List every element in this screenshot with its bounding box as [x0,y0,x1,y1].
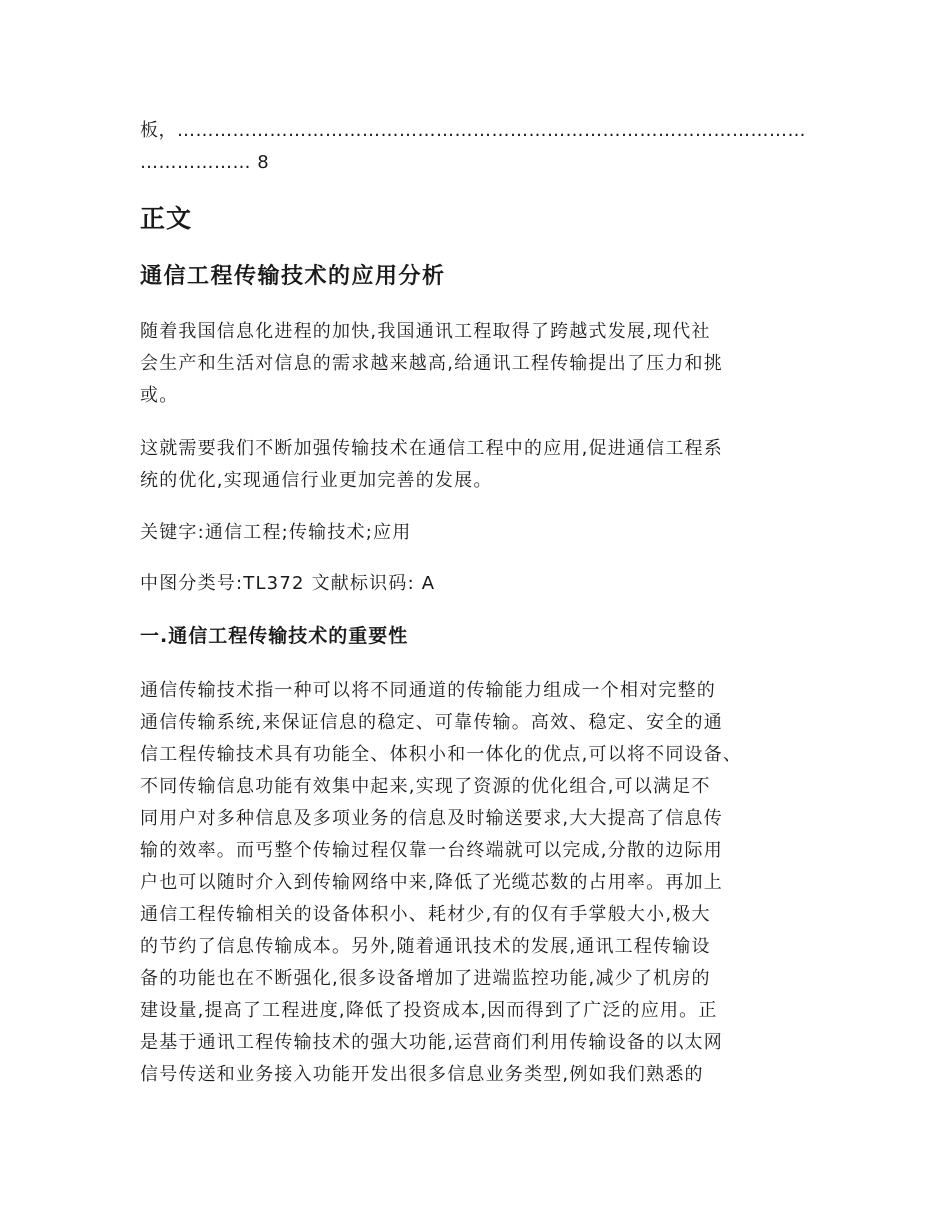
abstract-line: 随着我国信息化进程的加快,我国通讯工程取得了跨越式发展,现代社 [140,321,711,342]
body-line: 是基于通讯工程传输技术的强大功能,运营商们利用传输设备的以太网 [140,1032,723,1053]
body-line: 户也可以随时介入到传输网络中来,降低了光缆芯数的占用率。再加上 [140,872,723,893]
main-heading: 正文 [140,204,193,233]
body-line: 备的功能也在不断强化,很多设备增加了进端监控功能,减少了机房的 [140,968,711,989]
body-line: 的节约了信息传输成本。另外,随着通讯技术的发展,通讯工程传输设 [140,936,711,957]
abstract-line: 会生产和生活对信息的需求越来越高,给通讯工程传输提出了压力和挑 [140,353,723,374]
body-line: 通信传输技术指一种可以将不同通道的传输能力组成一个相对完整的 [140,680,716,701]
keywords-line: 关键字:通信工程;传输技术;应用 [140,522,412,543]
body-line: 建设量,提高了工程进度,降低了投资成本,因而得到了广泛的应用。正 [140,1000,718,1021]
abstract-line: 或。 [140,385,179,406]
toc-entry-line-1: 板，………………………………………………………………………………………… [140,120,806,141]
body-line: 信工程传输技术具有功能全、体积小和一体化的优点,可以将不同设备、 [140,744,743,765]
body-line: 输的效率。而丐整个传输过程仅靠一台终端就可以完成,分散的边际用 [140,840,723,861]
section-heading: 一.通信工程传输技术的重要性 [140,625,409,647]
body-line: 信号传送和业务接入功能开发出很多信息业务类型,例如我们熟悉的 [140,1064,704,1085]
body-line: 通信工程传输相关的设备体积小、耗材少,有的仅有手掌般大小,极大 [140,904,711,925]
classification-line: 中图分类号:TL372 文献标识码: A [140,573,436,594]
abstract-line: 统的优化,实现通信行业更加完善的发展。 [140,470,493,491]
abstract-paragraph [140,316,820,412]
body-line: 不同传输信息功能有效集中起来,实现了资源的优化组合,可以满足不 [140,776,711,797]
abstract-line: 这就需要我们不断加强传输技术在通信工程中的应用,促进通信工程系 [140,438,723,459]
body-line: 通信传输系统,来保证信息的稳定、可靠传输。高效、稳定、安全的通 [140,712,723,733]
article-title: 通信工程传输技术的应用分析 [140,264,446,289]
abstract-paragraph-2 [140,433,820,497]
section-body-paragraph [140,675,820,1091]
body-line: 同用户对多种信息及多项业务的信息及时输送要求,大大提高了信息传 [140,808,723,829]
toc-entry-line-2: ……………… 8 [140,152,270,173]
